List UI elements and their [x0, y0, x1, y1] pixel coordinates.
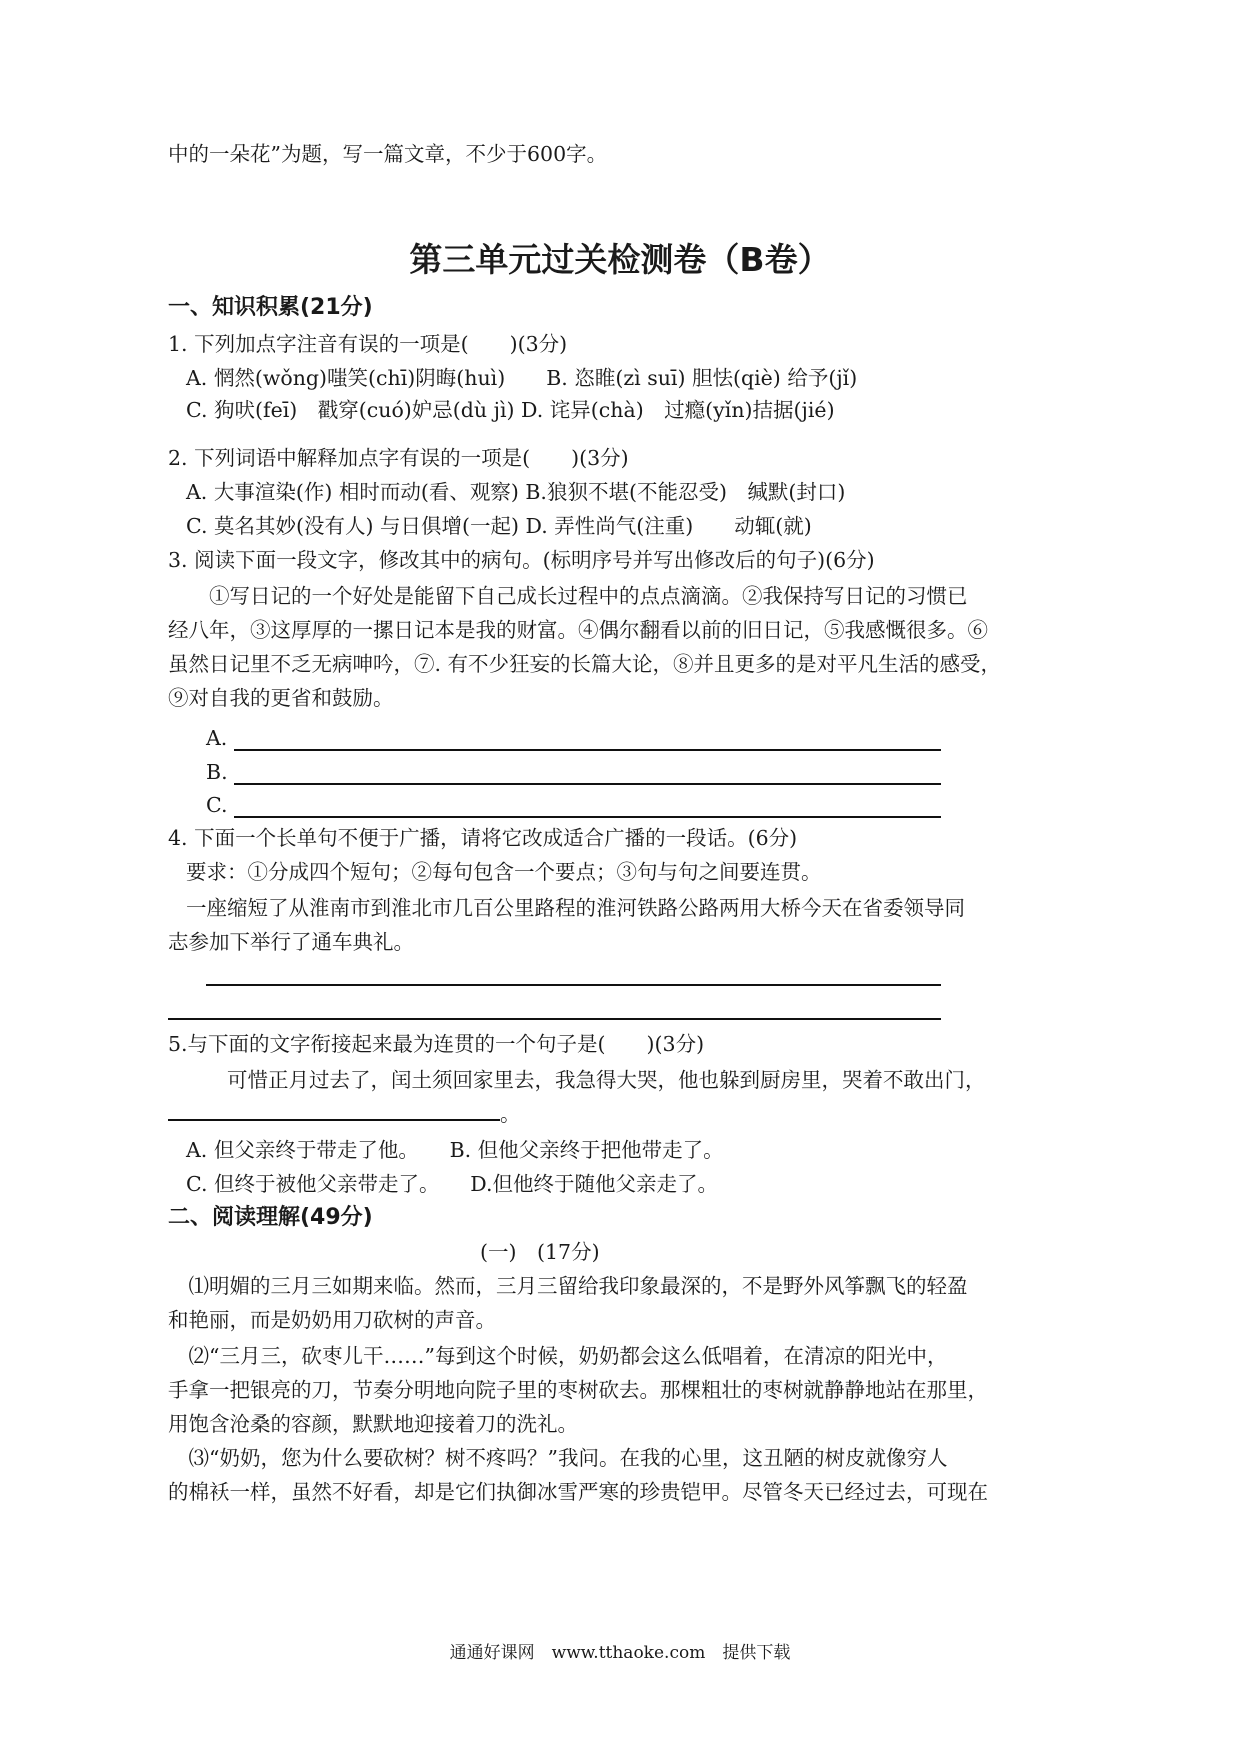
- q1-stem: 1. 下列加点字注音有误的一项是( )(3分): [168, 332, 568, 356]
- q4-passage-line: 志参加下举行了通车典礼。: [168, 930, 414, 954]
- q5-answer-line[interactable]: [168, 1119, 500, 1121]
- reading-paragraph-line: ⑵“三月三，砍枣儿干……”每到这个时候，奶奶都会这么低唱着，在清凉的阳光中，: [168, 1344, 948, 1368]
- q2-stem: 2. 下列词语中解释加点字有误的一项是( )(3分): [168, 446, 629, 470]
- page-footer: 通通好课网 www.tthaoke.com 提供下载: [449, 1643, 791, 1663]
- reading-paragraph-line: 用饱含沧桑的容颜，默默地迎接着刀的洗礼。: [168, 1412, 578, 1436]
- reading-paragraph-line: 手拿一把银亮的刀，节奏分明地向院子里的枣树砍去。那棵粗壮的枣树就静静地站在那里，: [168, 1378, 988, 1402]
- q3-passage-line: 虽然日记里不乏无病呻吟，⑦. 有不少狂妄的长篇大论，⑧并且更多的是对平凡生活的感受，: [168, 652, 1002, 676]
- reading-paragraph-line: 的棉袄一样，虽然不好看，却是它们执御冰雪严寒的珍贵铠甲。尽管冬天已经过去，可现在: [168, 1480, 988, 1504]
- q3-blank-label-b: B.: [206, 760, 228, 784]
- q4-stem: 4. 下面一个长单句不便于广播，请将它改成适合广播的一段话。(6分): [168, 826, 798, 850]
- q4-passage-line: 一座缩短了从淮南市到淮北市几百公里路程的淮河铁路公路两用大桥今天在省委领导同: [186, 896, 965, 920]
- q4-answer-line[interactable]: [206, 984, 941, 986]
- q3-answer-line-a[interactable]: [234, 749, 941, 751]
- reading-paragraph-line: ⑴明媚的三月三如期来临。然而，三月三留给我印象最深的，不是野外风筝飘飞的轻盈: [168, 1274, 968, 1298]
- section2-heading: 二、阅读理解(49分): [168, 1205, 373, 1230]
- q3-passage-line: ⑨对自我的更省和鼓励。: [168, 686, 394, 710]
- carryover-line: 中的一朵花”为题，写一篇文章，不少于600字。: [168, 142, 608, 166]
- q5-passage: 可惜正月过去了，闰土须回家里去，我急得大哭，他也躲到厨房里，哭着不敢出门，: [186, 1068, 986, 1092]
- q1-options-row2: C. 狗吠(feī) 戳穿(cuó)妒忌(dù jì) D. 诧异(chà) 过瘾(yǐn)拮据(jié): [186, 398, 835, 422]
- q3-answer-line-b[interactable]: [234, 783, 941, 785]
- q3-answer-line-c[interactable]: [234, 816, 941, 818]
- page-title: 第三单元过关检测卷（B卷）: [409, 240, 831, 279]
- q3-stem: 3. 阅读下面一段文字，修改其中的病句。(标明序号并写出修改后的句子)(6分): [168, 548, 875, 572]
- q5-options-row2: C. 但终于被他父亲带走了。 D.但他终于随他父亲走了。: [186, 1172, 718, 1196]
- q4-requirements: 要求：①分成四个短句；②每句包含一个要点；③句与句之间要连贯。: [186, 860, 822, 884]
- q5-options-row1: A. 但父亲终于带走了他。 B. 但他父亲终于把他带走了。: [186, 1138, 724, 1162]
- q3-blank-label-c: C.: [206, 793, 228, 817]
- reading-paragraph-line: 和艳丽，而是奶奶用刀砍树的声音。: [168, 1308, 496, 1332]
- q1-options-row1: A. 惘然(wǒng)嗤笑(chī)阴晦(huì) B. 恣睢(zì suī) 胆怯(qiè) 给予(jǐ): [186, 366, 858, 390]
- q2-options-row1: A. 大事渲染(作) 相时而动(看、观察) B.狼狈不堪(不能忍受) 缄默(封口): [186, 480, 846, 504]
- q5-stem: 5.与下面的文字衔接起来最为连贯的一个句子是( )(3分): [168, 1032, 705, 1056]
- q4-answer-line[interactable]: [168, 1018, 941, 1020]
- reading-part-heading: (一) (17分): [480, 1240, 600, 1264]
- q3-passage-line: ①写日记的一个好处是能留下自己成长过程中的点点滴滴。②我保持写日记的习惯已: [168, 584, 968, 608]
- q3-passage-line: 经八年，③这厚厚的一摞日记本是我的财富。④偶尔翻看以前的旧日记，⑤我感慨很多。⑥: [168, 618, 988, 642]
- q2-options-row2: C. 莫名其妙(没有人) 与日俱增(一起) D. 弄性尚气(注重) 动辄(就): [186, 514, 812, 538]
- section1-heading: 一、知识积累(21分): [168, 295, 373, 320]
- q3-blank-label-a: A.: [206, 726, 228, 750]
- q5-blank-end: 。: [500, 1102, 521, 1126]
- reading-paragraph-line: ⑶“奶奶，您为什么要砍树？树不疼吗？”我问。在我的心里，这丑陋的树皮就像穷人: [168, 1446, 948, 1470]
